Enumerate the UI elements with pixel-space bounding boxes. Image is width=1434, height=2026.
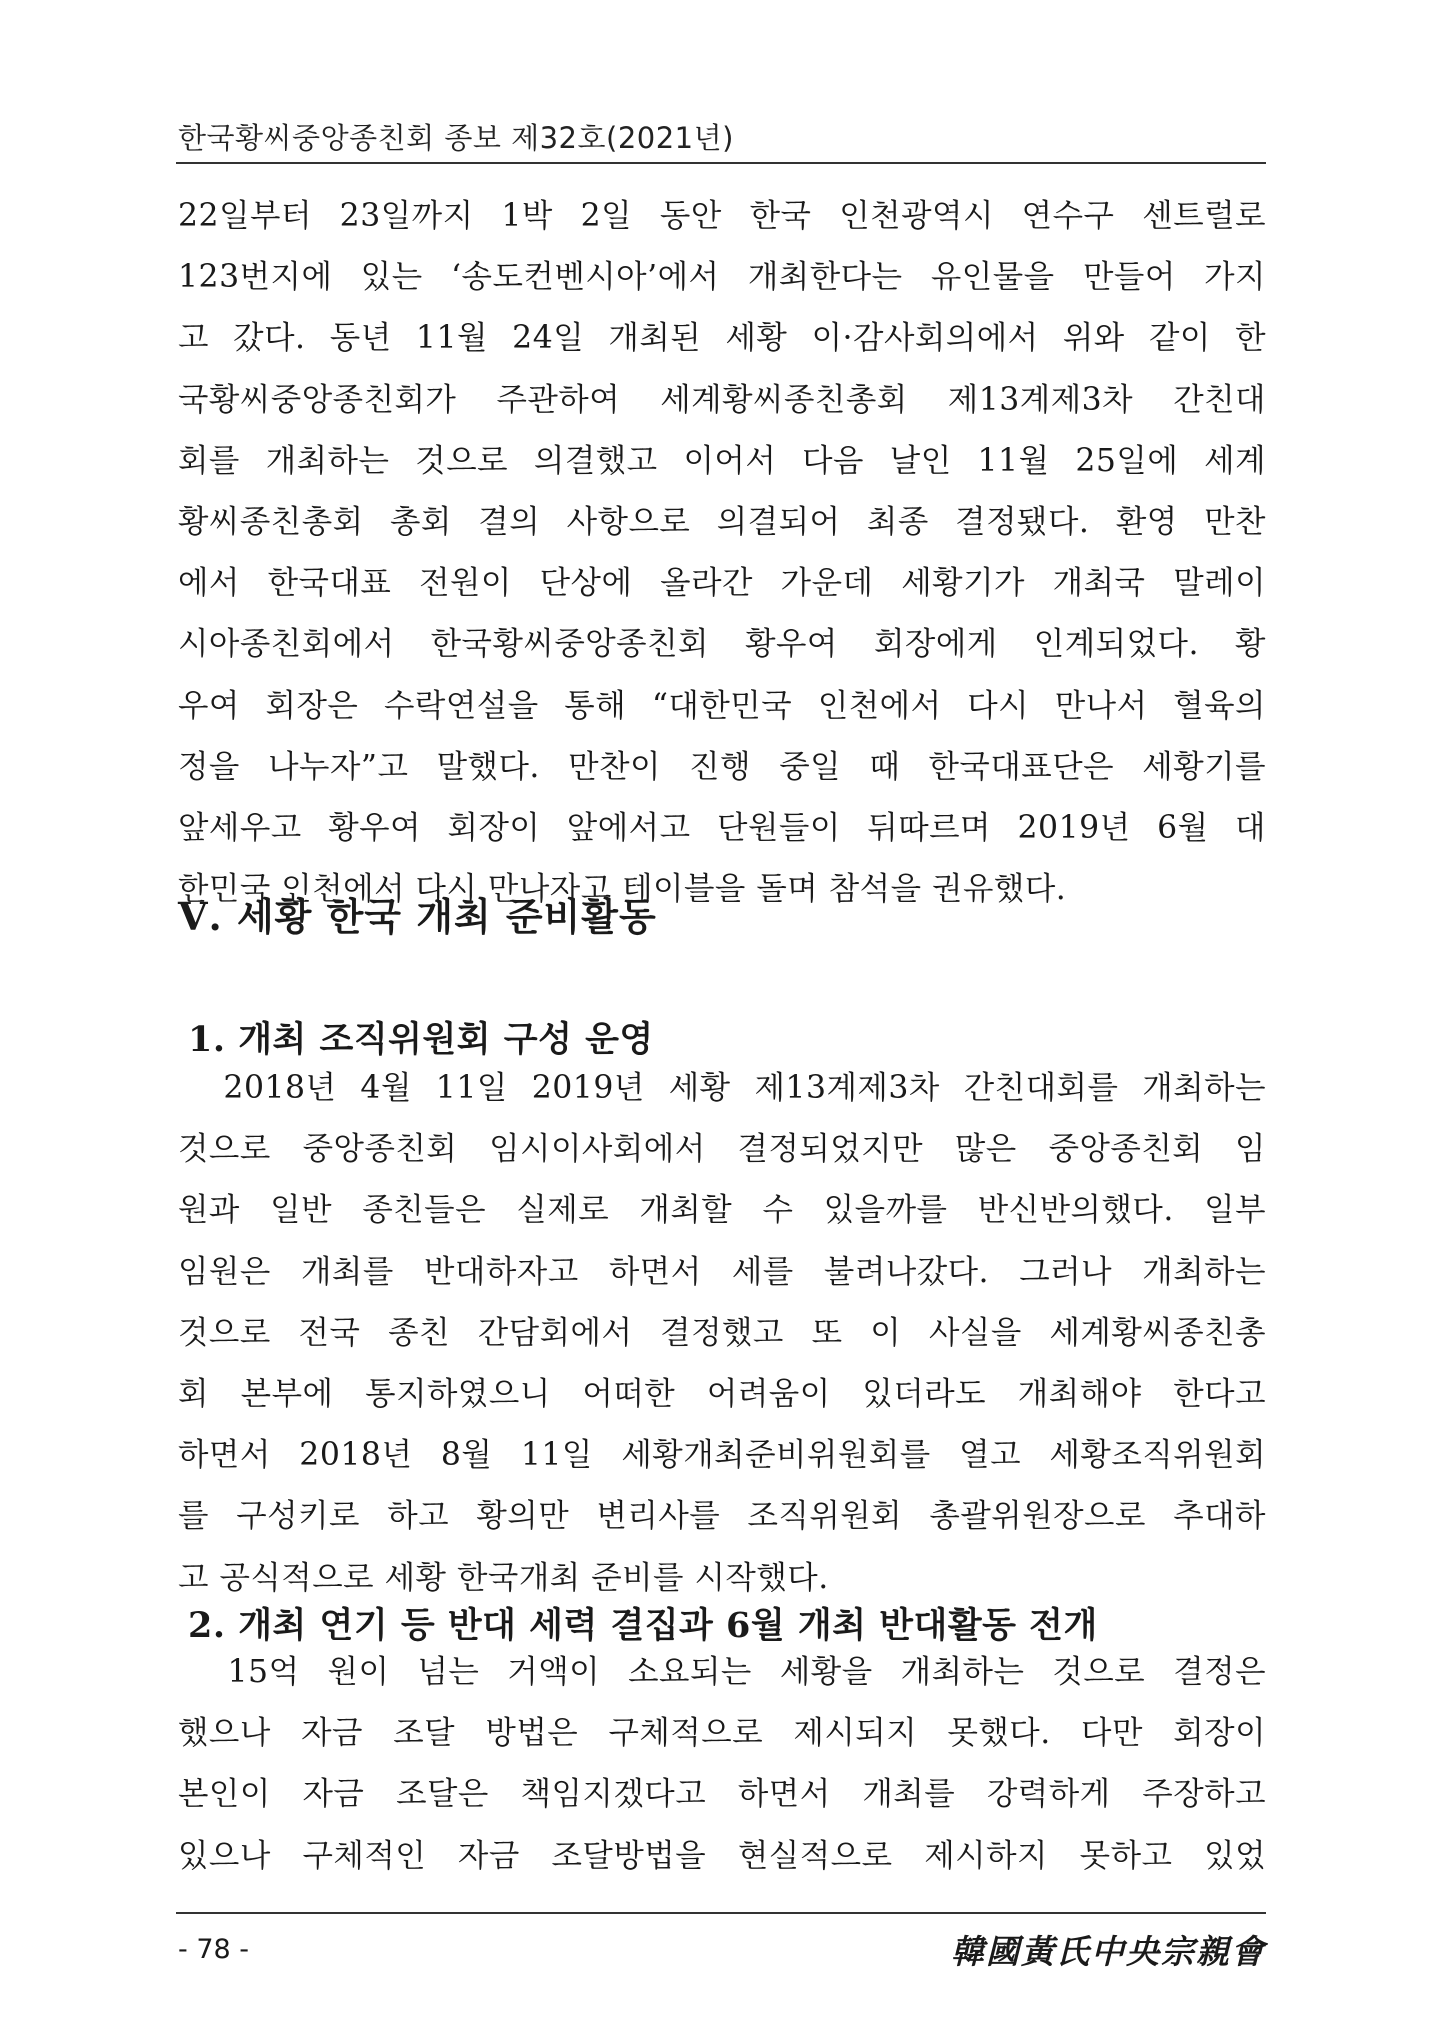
footer-rule [176,1912,1266,1914]
text-line: 한민국 인천에서 다시 만나자고 테이블을 돌며 참석을 권유했다. [178,871,1067,908]
text-line: 15억 원이 넘는 거액이 소요되는 세황을 개최하는 것으로 결정은 [178,1654,1266,1690]
text-line: 것으로 중앙종친회 임시이사회에서 결정되었지만 많은 중앙종친회 임 [178,1131,1266,1168]
text-line: 정을 나누자”고 말했다. 만찬이 진행 중일 때 한국대표단은 세황기를 [178,748,1266,785]
org-name: 韓國黃氏中央宗親會 [951,1932,1266,1971]
text-line: 고 공식적으로 세황 한국개최 준비를 시작했다. [178,1559,829,1596]
text-line: 원과 일반 종친들은 실제로 개최할 수 있을까를 반신반의했다. 일부 [178,1192,1266,1229]
text-line: 하면서 2018년 8월 11일 세황개최준비위원회를 열고 세황조직위원회 [178,1437,1266,1474]
text-line: 임원은 개최를 반대하자고 하면서 세를 불려나갔다. 그러나 개최하는 [178,1253,1266,1290]
text-line: 했으나 자금 조달 방법은 구체적으로 제시되지 못했다. 다만 회장이 [178,1715,1266,1752]
subsection-1-paragraph [178,1058,1266,1609]
text-line: 있으나 구체적인 자금 조달방법을 현실적으로 제시하지 못하고 있었 [178,1837,1266,1874]
text-line: 회 본부에 통지하였으니 어떠한 어려움이 있더라도 개최해야 한다고 [178,1376,1266,1413]
text-line: 회를 개최하는 것으로 의결했고 이어서 다음 날인 11월 25일에 세계 [178,442,1266,479]
subsection-2-paragraph [178,1642,1266,1887]
section-title: Ⅴ. 세황 한국 개최 준비활동 [178,894,657,939]
text-line: 시아종친회에서 한국황씨중앙종친회 황우여 회장에게 인계되었다. 황 [178,626,1266,663]
text-line: 황씨종친총회 총회 결의 사항으로 의결되어 최종 결정됐다. 환영 만찬 [178,504,1266,541]
text-line: 것으로 전국 종친 간담회에서 결정했고 또 이 사실을 세계황씨종친총 [178,1314,1266,1351]
text-line: 고 갔다. 동년 11월 24일 개최된 세황 이·감사회의에서 위와 같이 한 [178,320,1266,357]
text-line: 본인이 자금 조달은 책임지겠다고 하면서 개최를 강력하게 주장하고 [178,1776,1266,1813]
text-line: 123번지에 있는 ‘송도컨벤시아’에서 개최한다는 유인물을 만들어 가지 [178,259,1266,296]
header-title: 한국황씨중앙종친회 종보 제32호(2021년) [178,121,734,155]
subsection-1-title: 1. 개최 조직위원회 구성 운영 [188,1019,654,1060]
text-line: 22일부터 23일까지 1박 2일 동안 한국 인천광역시 연수구 센트럴로 [178,198,1266,234]
text-line: 2018년 4월 11일 2019년 세황 제13계제3차 간친대회를 개최하는 [178,1070,1266,1106]
text-line: 국황씨중앙종친회가 주관하여 세계황씨종친총회 제13계제3차 간친대 [178,381,1266,418]
page-number: - 78 - [178,1934,250,1965]
intro-paragraph [178,186,1266,920]
text-line: 우여 회장은 수락연설을 통해 “대한민국 인천에서 다시 만나서 혈육의 [178,687,1266,724]
text-line: 에서 한국대표 전원이 단상에 올라간 가운데 세황기가 개최국 말레이 [178,565,1266,602]
subsection-2-title: 2. 개최 연기 등 반대 세력 결집과 6월 개최 반대활동 전개 [188,1605,1098,1646]
text-line: 앞세우고 황우여 회장이 앞에서고 단원들이 뒤따르며 2019년 6월 대 [178,810,1266,847]
header-rule [176,162,1266,164]
text-line: 를 구성키로 하고 황의만 변리사를 조직위원회 총괄위원장으로 추대하 [178,1498,1266,1535]
